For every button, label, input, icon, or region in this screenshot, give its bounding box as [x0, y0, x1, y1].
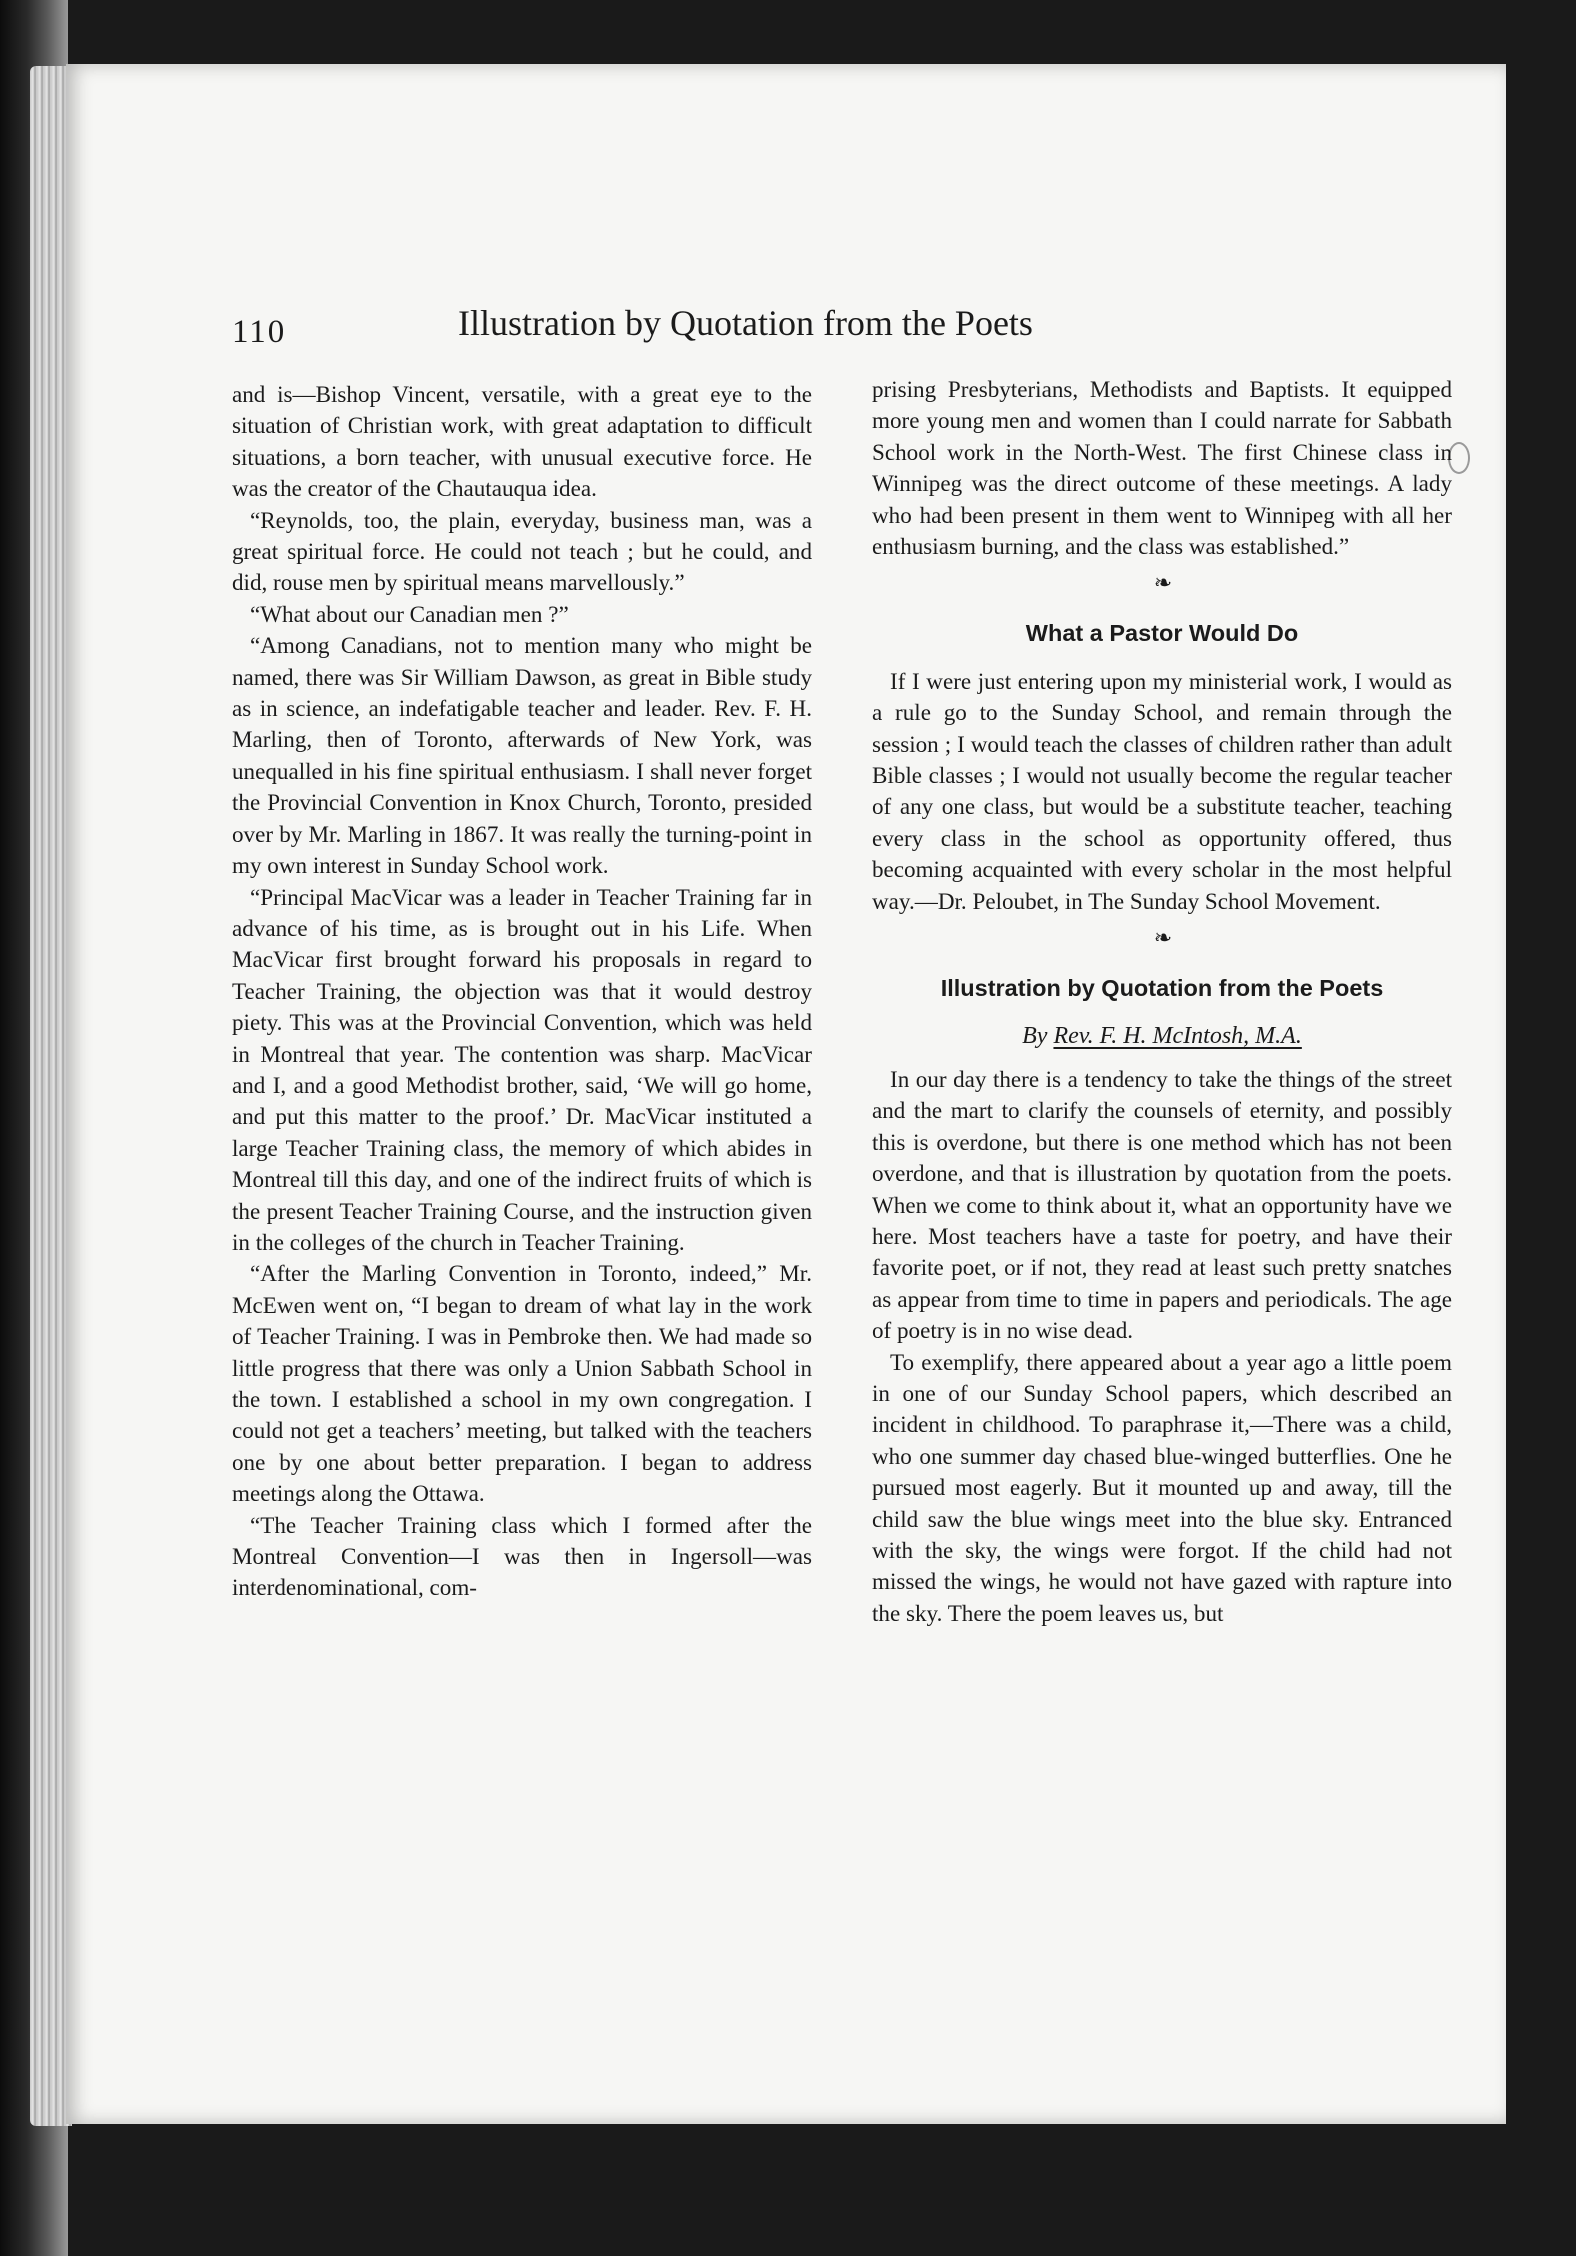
paragraph: “Principal MacVicar was a leader in Teacher Training far in advance of his time, as is brought out in his Life. When MacVicar first brought forward his proposals in regard to Teacher Training, the objection was that it would destroy piety. This was at the Provincial Convention, which was held in Montreal that year. The contention was sharp. MacVicar and I, and a good Methodist brother, said, ‘We will go home, and put this matter to the proof.’ Dr. MacVicar instituted a large Teacher Training class, the memory of which abides in Montreal till this day, and one of the indirect fruits of which is the present Teacher Training Course, and the instruction given in the colleges of the church in Teacher Training. — [232, 883, 812, 1255]
running-title: Illustration by Quotation from the Poets — [458, 303, 1033, 343]
section-ornament: ❧ — [1153, 570, 1171, 596]
paragraph: “What about our Canadian men ?” — [250, 600, 569, 627]
paragraph: prising Presbyterians, Methodists and Baptists. It equipped more young men and women than I could narrate for Sabbath School work in the North-West. The first Chinese class in Winnipeg was the direct outcome of these meetings. A lady who had been present in them went to Winnipeg with all her enthusiasm burning, and the class was established.” — [872, 376, 1452, 560]
paragraph: “Reynolds, too, the plain, everyday, business man, was a great spiritual force. He could not teach ; but he could, and did, rouse men by spiritual means marvellously.” — [232, 506, 812, 596]
paragraph: “Among Canadians, not to mention many who might be named, there was Sir William Dawson, as great in Bible study as in science, an indefatigable teacher and leader. Rev. F. H. Marling, then of Toronto, afterwards of New York, was unequalled in his fine spiritual enthusiasm. I shall never forget the Provincial Convention in Knox Church, Toronto, presided over by Mr. Marling in 1867. It was really the turning-point in my own interest in Sunday School work. — [232, 632, 812, 879]
article-title: Illustration by Quotation from the Poets — [940, 975, 1384, 1002]
page-number: 110 — [232, 314, 287, 350]
section-ornament: ❧ — [1153, 925, 1171, 951]
section-heading: What a Pastor Would Do — [1025, 620, 1299, 647]
byline — [872, 1021, 1452, 1052]
paragraph: If I were just entering upon my ministerial work, I would as a rule go to the Sunday School, and remain through the session ; I would teach the classes of children rather than adult Bible classes ; I would not usually become the regular teacher of any one class, but would be a substitute teacher, teaching every class in the school as opportunity offered, thus becoming acquainted with every scholar in the most helpful way.—Dr. Peloubet, in The Sunday School Movement. — [872, 667, 1452, 914]
paragraph: and is—Bishop Vincent, versatile, with a great eye to the situation of Christian work, with great adaptation to difficult situations, a born teacher, with unusual executive force. He was the creator of the Chautauqua idea. — [232, 381, 812, 502]
paragraph: In our day there is a tendency to take the things of the street and the mart to clarify the counsels of eternity, and possibly this is overdone, but there is one method which has not been overdone, and that is illustration by quotation from the poets. When we come to think about it, what an opportunity have we here. Most teachers have a taste for poetry, and have their favorite poet, or if not, they read at least such pretty snatches as appear from time to time in papers and periodicals. The age of poetry is in no wise dead. — [872, 1065, 1452, 1344]
byline-author: Rev. F. H. McIntosh, M.A. — [1053, 1022, 1302, 1049]
byline-prefix: By — [1022, 1022, 1054, 1049]
paragraph: “The Teacher Training class which I formed after the Montreal Convention—I was then in Ingersoll—was interdenominational, com- — [232, 1511, 812, 1601]
right-column — [872, 374, 1452, 1629]
paragraph: “After the Marling Convention in Toronto, indeed,” Mr. McEwen went on, “I began to dream of what lay in the work of Teacher Training. I was in Pembroke then. We had made so little progress that there was only a Union Sabbath School in the town. I established a school in my own congregation. I could not get a teachers’ meeting, but talked with the teachers one by one about better preparation. I began to address meetings along the Ottawa. — [232, 1260, 812, 1507]
paragraph: To exemplify, there appeared about a year ago a little poem in one of our Sunday School papers, which described an incident in childhood. To paraphrase it,—There was a child, who one summer day chased blue-winged butterflies. One he pursued most eagerly. But it mounted up and away, till the child saw the blue wings meet into the blue sky. Entranced with the sky, the wings were forgot. If the child had not missed the wings, he would not have gazed with rapture into the sky. There the poem leaves us, but — [872, 1348, 1452, 1626]
book-page — [66, 64, 1506, 2124]
left-column — [232, 379, 812, 1604]
running-head — [232, 302, 1472, 362]
page-content — [232, 234, 1472, 2084]
